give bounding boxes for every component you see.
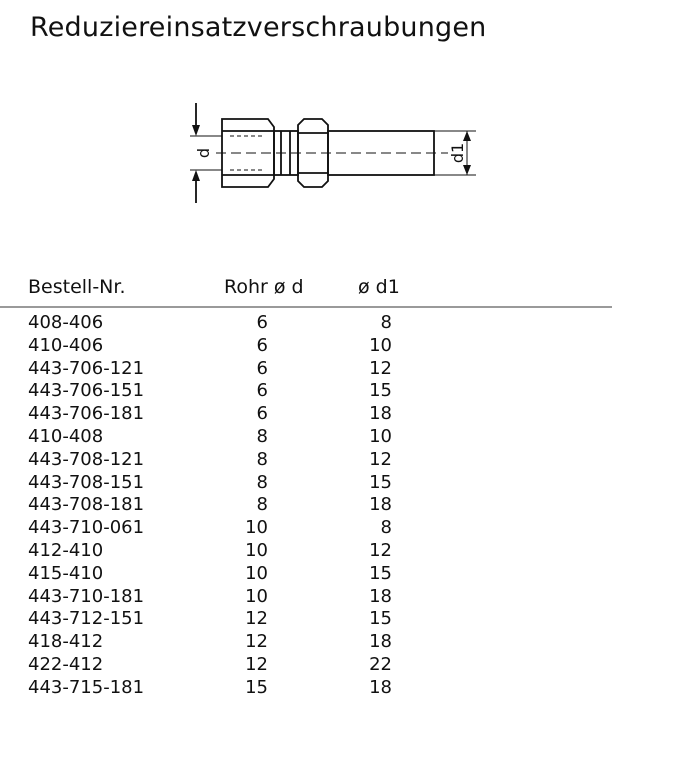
page-title: Reduziereinsatzverschraubungen — [30, 12, 487, 43]
column-header-order-number: Bestell-Nr. — [28, 276, 126, 298]
order-number-cell: 443-710-181 — [28, 585, 145, 607]
diagram-label-d1: d1 — [448, 142, 467, 164]
d1-cell: 22 — [369, 653, 392, 675]
d1-cell: 15 — [369, 608, 392, 630]
pipe-diameter-cell: 10 — [245, 585, 268, 607]
table-row — [0, 517, 612, 540]
pipe-diameter-cell: 6 — [256, 380, 268, 402]
d1-cell: 8 — [380, 312, 392, 333]
table-row — [0, 358, 612, 381]
order-number-cell: 410-406 — [28, 334, 104, 356]
table-row — [0, 449, 612, 472]
pipe-diameter-cell: 12 — [245, 631, 268, 653]
d1-cell: 18 — [369, 403, 392, 425]
table-row — [0, 563, 612, 586]
d1-cell: 12 — [369, 539, 392, 561]
order-number-cell: 443-710-061 — [28, 517, 145, 539]
d1-cell: 12 — [369, 448, 392, 470]
table-row — [0, 403, 612, 426]
pipe-diameter-cell: 6 — [256, 357, 268, 379]
table-header — [0, 276, 612, 308]
pipe-diameter-cell: 12 — [245, 653, 268, 675]
pipe-diameter-cell: 6 — [256, 334, 268, 356]
table-row — [0, 677, 612, 700]
pipe-diameter-cell: 10 — [245, 517, 268, 539]
order-number-cell: 408-406 — [28, 312, 104, 333]
order-number-cell: 422-412 — [28, 653, 104, 675]
d1-cell: 18 — [369, 631, 392, 653]
order-number-cell: 443-706-121 — [28, 357, 145, 379]
pipe-diameter-cell: 10 — [245, 562, 268, 584]
order-number-cell: 443-715-181 — [28, 676, 145, 698]
order-number-cell: 412-410 — [28, 539, 104, 561]
table-body — [0, 312, 612, 700]
order-number-cell: 443-708-151 — [28, 471, 145, 493]
d1-cell: 10 — [369, 334, 392, 356]
order-number-cell: 443-706-151 — [28, 380, 145, 402]
table-row — [0, 608, 612, 631]
order-number-cell: 443-712-151 — [28, 608, 145, 630]
pipe-diameter-cell: 8 — [256, 494, 268, 516]
pipe-diameter-cell: 6 — [256, 403, 268, 425]
pipe-diameter-cell: 8 — [256, 448, 268, 470]
order-number-cell: 443-706-181 — [28, 403, 145, 425]
table-row — [0, 426, 612, 449]
d1-cell: 10 — [369, 425, 392, 447]
table-row — [0, 586, 612, 609]
order-number-cell: 443-708-121 — [28, 448, 145, 470]
diagram-label-d: d — [194, 147, 213, 159]
table-row — [0, 631, 612, 654]
d1-cell: 18 — [369, 494, 392, 516]
d1-cell: 15 — [369, 380, 392, 402]
pipe-diameter-cell: 6 — [256, 312, 268, 333]
d1-cell: 12 — [369, 357, 392, 379]
order-number-cell: 418-412 — [28, 631, 104, 653]
d1-cell: 15 — [369, 562, 392, 584]
d1-cell: 8 — [380, 517, 392, 539]
order-number-cell: 415-410 — [28, 562, 104, 584]
table-row — [0, 472, 612, 495]
column-header-d1: ø d1 — [358, 276, 400, 298]
table-row — [0, 312, 612, 335]
reducer-fitting-drawing — [186, 103, 486, 213]
pipe-diameter-cell: 8 — [256, 425, 268, 447]
pipe-diameter-cell: 8 — [256, 471, 268, 493]
pipe-diameter-cell: 10 — [245, 539, 268, 561]
table-row — [0, 380, 612, 403]
table-row — [0, 540, 612, 563]
order-number-cell: 443-708-181 — [28, 494, 145, 516]
pipe-diameter-cell: 12 — [245, 608, 268, 630]
order-number-cell: 410-408 — [28, 425, 104, 447]
d1-cell: 18 — [369, 585, 392, 607]
d1-cell: 18 — [369, 676, 392, 698]
table-row — [0, 654, 612, 677]
pipe-diameter-cell: 15 — [245, 676, 268, 698]
table-row — [0, 335, 612, 358]
table-row — [0, 494, 612, 517]
d1-cell: 15 — [369, 471, 392, 493]
column-header-pipe-diameter: Rohr ø d — [224, 276, 304, 298]
